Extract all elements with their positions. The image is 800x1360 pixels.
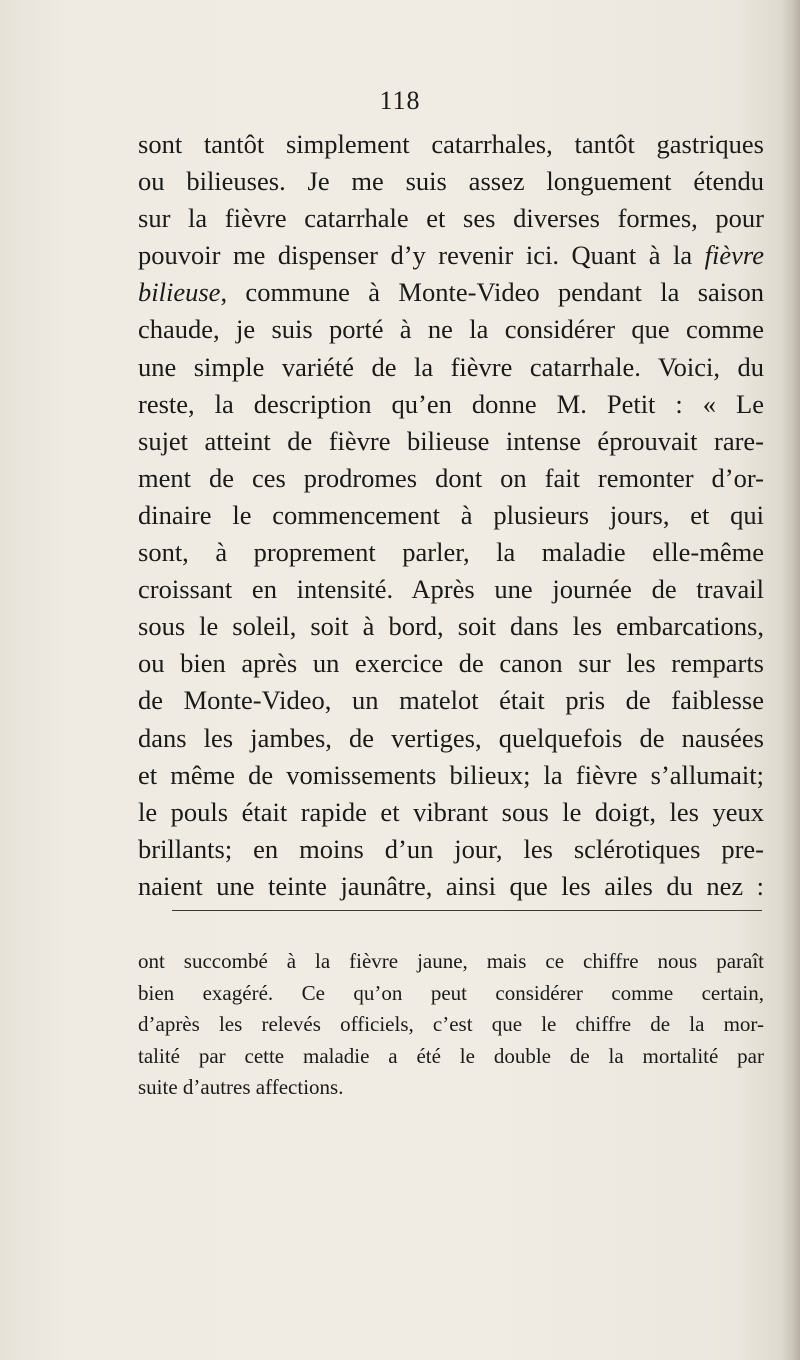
italic-term: bilieuse	[138, 277, 221, 308]
text-segment: pouvoir me dispenser d’y revenir ici. Quant à la	[138, 240, 693, 271]
text-line: naient une teinte jaunâtre, ainsi que les ailes du nez :	[138, 870, 764, 901]
footnote-block	[138, 946, 764, 1104]
text-line: brillants; en moins d’un jour, les sclérotiques pre-	[138, 833, 764, 864]
text-line: sur la fièvre catarrhale et ses diverses formes, pour	[138, 203, 764, 234]
text-line	[138, 237, 764, 274]
text-line: sont, à proprement parler, la maladie elle-même	[138, 537, 764, 568]
italic-term: fièvre	[704, 240, 764, 271]
text-line: dans les jambes, de vertiges, quelquefois de nausées	[138, 722, 764, 753]
page-number: 118	[379, 86, 421, 115]
text-line: une simple variété de la fièvre catarrhale. Voici, du	[138, 351, 764, 382]
footnote-line: d’après les relevés officiels, c’est que le chiffre de la mor-	[138, 1012, 764, 1036]
text-line: ment de ces prodromes dont on fait remonter d’or-	[138, 462, 764, 493]
footnote-line: talité par cette maladie a été le double de la mortalité par	[138, 1043, 764, 1068]
text-line: croissant en intensité. Après une journée de travail	[138, 574, 764, 605]
footnote-line: bien exagéré. Ce qu’on peut considérer comme certain,	[138, 980, 764, 1005]
text-line: ou bien après un exercice de canon sur les remparts	[138, 648, 764, 679]
text-line: sous le soleil, soit à bord, soit dans les embarcations,	[138, 611, 764, 642]
text-line: et même de vomissements bilieux; la fièvre s’allumait;	[138, 759, 764, 790]
text-line: de Monte-Video, un matelot était pris de faiblesse	[138, 685, 764, 716]
text-line: reste, la description qu’en donne M. Petit : « Le	[138, 388, 764, 419]
page-edge-shadow	[782, 0, 800, 1360]
text-line: dinaire le commencement à plusieurs jours, et qui	[138, 499, 764, 530]
text-line: ou bilieuses. Je me suis assez longuement étendu	[138, 166, 764, 197]
text-segment: , commune à Monte-Video pendant la saison	[220, 277, 764, 308]
footnote-divider	[172, 910, 762, 911]
text-line	[138, 274, 764, 311]
text-line: le pouls était rapide et vibrant sous le doigt, les yeux	[138, 796, 764, 827]
footnote-line: ont succombé à la fièvre jaune, mais ce chiffre nous paraît	[138, 949, 764, 973]
main-text-block	[138, 126, 764, 905]
text-line: sujet atteint de fièvre bilieuse intense éprouvait rare-	[138, 425, 764, 456]
text-line: chaude, je suis porté à ne la considérer que comme	[138, 314, 764, 345]
text-line: sont tantôt simplement catarrhales, tantôt gastriques	[138, 129, 764, 159]
footnote-line: suite d’autres affections.	[138, 1075, 344, 1099]
